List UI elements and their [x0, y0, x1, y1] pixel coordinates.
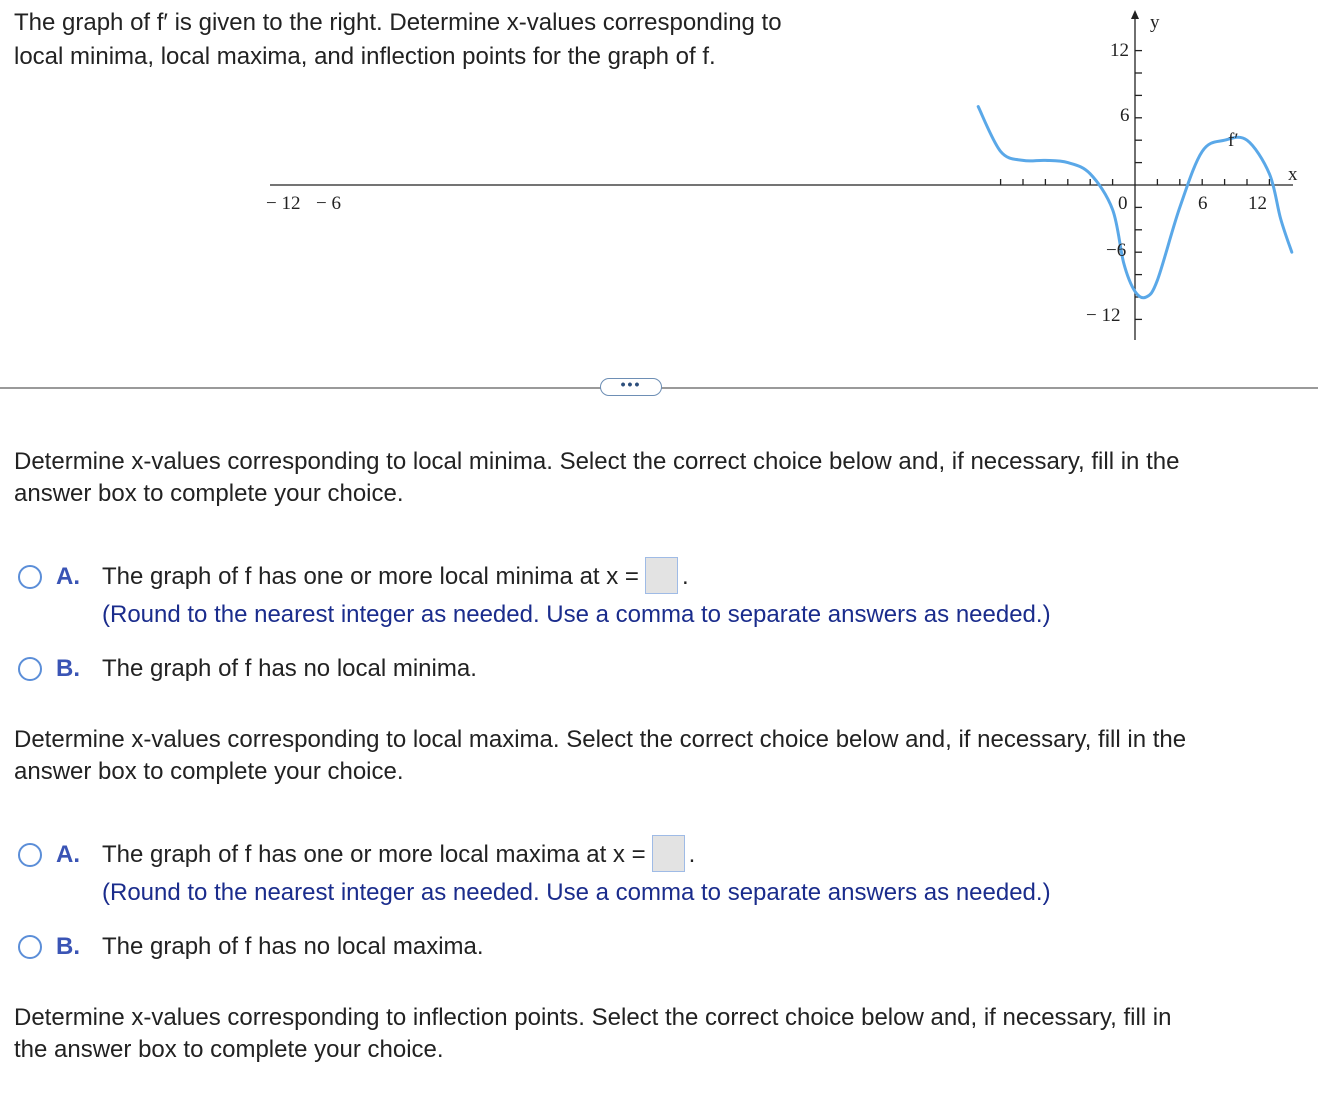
- local-maxima-rounding-hint: (Round to the nearest integer as needed. Use a comma to separate answers as needed.): [102, 879, 1051, 907]
- local-minima-choice-b-radio[interactable]: [18, 657, 42, 681]
- local-maxima-choice-b-text: The graph of f has no local maxima.: [102, 933, 484, 960]
- local-minima-choice-a-radio[interactable]: [18, 565, 42, 589]
- y-tick-label-neg6: −6: [1106, 240, 1127, 261]
- local-maxima-choice-a-letter: A.: [56, 841, 80, 868]
- local-minima-choice-a-text: The graph of f has one or more local minima at x =: [102, 563, 639, 590]
- local-maxima-choice-b-radio[interactable]: [18, 935, 42, 959]
- local-maxima-choice-a[interactable]: [18, 836, 1051, 912]
- local-maxima-prompt-line-2: answer box to complete your choice.: [14, 758, 404, 785]
- local-minima-prompt: [14, 446, 1304, 510]
- local-minima-choice-b-letter: B.: [56, 655, 80, 682]
- local-minima-answer-input[interactable]: [645, 557, 678, 594]
- local-minima-choice-a[interactable]: [18, 558, 1051, 634]
- x-axis-label: x: [1288, 164, 1298, 185]
- local-minima-prompt-line-2: answer box to complete your choice.: [14, 480, 404, 507]
- y-tick-label-neg12: − 12: [1086, 305, 1121, 326]
- local-minima-rounding-hint: (Round to the nearest integer as needed. Use a comma to separate answers as needed.): [102, 601, 1051, 629]
- y-tick-label-6: 6: [1120, 105, 1130, 126]
- local-minima-choice-b[interactable]: [18, 650, 477, 688]
- local-maxima-prompt: [14, 724, 1304, 788]
- inflection-points-prompt-line-1: Determine x-values corresponding to inflection points. Select the correct choice below and, if necessary, fill in: [14, 1004, 1172, 1031]
- local-maxima-choice-a-radio[interactable]: [18, 843, 42, 867]
- local-minima-choice-b-text: The graph of f has no local minima.: [102, 655, 477, 682]
- problem-statement-line-2: local minima, local maxima, and inflection points for the graph of f.: [14, 43, 716, 70]
- local-minima-prompt-line-1: Determine x-values corresponding to local minima. Select the correct choice below and, if necessary, fill in the: [14, 448, 1180, 475]
- x-tick-label-0: 0: [1118, 193, 1128, 214]
- expand-more-button[interactable]: •••: [600, 378, 662, 396]
- local-maxima-prompt-line-1: Determine x-values corresponding to local maxima. Select the correct choice below and, if necessary, fill in the: [14, 726, 1187, 753]
- y-axis-arrow: [1131, 10, 1139, 19]
- local-maxima-choice-b-letter: B.: [56, 933, 80, 960]
- x-tick-label-neg6: − 6: [316, 193, 341, 214]
- y-tick-label-12: 12: [1110, 40, 1129, 61]
- local-minima-choice-a-body: The graph of f has one or more local minima at x = . (Round to the nearest integer as needed. Use a comma to separate answers as needed.): [102, 558, 1051, 634]
- curve-label: f′: [1228, 130, 1239, 151]
- local-maxima-choice-b[interactable]: [18, 928, 484, 966]
- derivative-graph: [258, 0, 1318, 345]
- inflection-points-prompt-line-2: the answer box to complete your choice.: [14, 1036, 444, 1063]
- x-tick-label-neg12: − 12: [266, 193, 301, 214]
- x-tick-label-6: 6: [1198, 193, 1208, 214]
- problem-statement-line-1: The graph of f′ is given to the right. Determine x-values corresponding to: [14, 9, 782, 36]
- local-maxima-choice-a-body: The graph of f has one or more local maxima at x = . (Round to the nearest integer as needed. Use a comma to separate answers as needed.): [102, 836, 1051, 912]
- x-tick-label-12: 12: [1248, 193, 1267, 214]
- inflection-points-prompt: [14, 1002, 1304, 1066]
- y-axis-label: y: [1150, 12, 1160, 33]
- local-minima-choice-a-letter: A.: [56, 563, 80, 590]
- local-maxima-choice-a-text: The graph of f has one or more local maxima at x =: [102, 841, 646, 868]
- local-maxima-answer-input[interactable]: [652, 835, 685, 872]
